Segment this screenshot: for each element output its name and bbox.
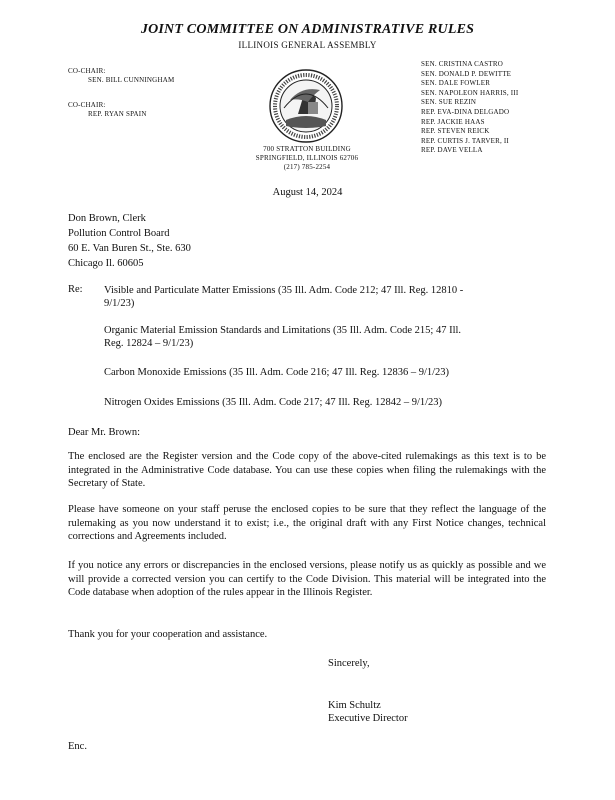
subject-line: Carbon Monoxide Emissions (35 Ill. Adm. Code 216; 47 Ill. Reg. 12836 – 9/1/23) — [104, 367, 450, 378]
body-paragraph: Please have someone on your staff peruse the enclosed copies to be sure that they reflect the language of the rulemaking as you now understand it to exist; i.e., the original draft with any First Notice changes, technical corrections and Agreements included. — [68, 504, 546, 543]
member-name: REP. STEVEN REICK — [421, 127, 490, 136]
closing: Sincerely, — [328, 658, 370, 669]
committee-address — [252, 145, 362, 172]
member-name: SEN. SUE REZIN — [421, 98, 477, 107]
body-paragraph: If you notice any errors or discrepancies in the enclosed versions, please notify us as quickly as possible and we will provide a corrected version you can certify to the Code Division. This material will be integrated into the Code database when adoption of the rules appear in the Illinois Register. — [68, 560, 546, 599]
signer-title: Executive Director — [328, 713, 408, 724]
co-chair-house — [68, 101, 147, 119]
member-name: SEN. NAPOLEON HARRIS, III — [421, 88, 519, 97]
committee-members-list — [421, 60, 518, 156]
co-chair-label: CO-CHAIR: — [68, 101, 106, 109]
signature-block — [328, 699, 408, 725]
recipient-line: Pollution Control Board — [68, 228, 170, 239]
subject-line: Visible and Particulate Matter Emissions (35 Ill. Adm. Code 212; 47 Ill. Reg. 12810 - — [104, 285, 464, 296]
subject-line: 9/1/23) — [104, 298, 135, 309]
state-seal-icon — [268, 68, 344, 144]
letterhead-title: JOINT COMMITTEE ON ADMINISTRATIVE RULES — [140, 22, 475, 37]
recipient-line: Don Brown, Clerk — [68, 213, 146, 224]
subject-label: Re: — [68, 284, 83, 295]
co-chair-name: SEN. BILL CUNNINGHAM — [88, 76, 175, 84]
member-name: REP. EVA-DINA DELGADO — [421, 107, 510, 116]
member-name: SEN. DONALD P. DEWITTE — [421, 69, 512, 78]
subject-line: Reg. 12824 – 9/1/23) — [104, 338, 194, 349]
recipient-line: Chicago Il. 60605 — [68, 258, 144, 269]
member-name: SEN. CRISTINA CASTRO — [421, 60, 503, 68]
co-chair-label: CO-CHAIR: — [68, 67, 106, 75]
recipient-line: 60 E. Van Buren St., Ste. 630 — [68, 243, 191, 254]
co-chair-name: REP. RYAN SPAIN — [88, 110, 147, 118]
recipient-address-block — [68, 211, 191, 271]
member-name: REP. JACKIE HAAS — [421, 117, 485, 126]
subject-item — [104, 396, 549, 409]
letter-date: August 14, 2024 — [272, 187, 343, 198]
member-name: REP. CURTIS J. TARVER, II — [421, 136, 509, 145]
subject-line: Organic Material Emission Standards and Limitations (35 Ill. Adm. Code 215; 47 Ill. — [104, 325, 462, 336]
co-chair-senate — [68, 67, 174, 85]
address-line: 700 STRATTON BUILDING — [263, 145, 351, 153]
member-name: REP. DAVE VELLA — [421, 146, 483, 155]
letterhead-subtitle: ILLINOIS GENERAL ASSEMBLY — [238, 40, 377, 50]
subject-item — [104, 366, 549, 379]
phone-number: (217) 785-2254 — [283, 163, 331, 171]
body-paragraph: The enclosed are the Register version and the Code copy of the above-cited rulemakings as this text is to be integrated in the Administrative Code database. You can use these copies when filing the rulemakings with the Secretary of State. — [68, 451, 546, 490]
enclosure-note: Enc. — [68, 741, 87, 752]
subject-item — [104, 284, 549, 310]
subject-item — [104, 324, 549, 350]
member-name: SEN. DALE FOWLER — [421, 79, 491, 88]
salutation: Dear Mr. Brown: — [68, 427, 141, 438]
subject-line: Nitrogen Oxides Emissions (35 Ill. Adm. Code 217; 47 Ill. Reg. 12842 – 9/1/23) — [104, 397, 443, 408]
address-line: SPRINGFIELD, ILLINOIS 62706 — [255, 154, 359, 162]
signer-name: Kim Schultz — [328, 700, 381, 711]
body-paragraph: Thank you for your cooperation and assistance. — [68, 629, 268, 640]
